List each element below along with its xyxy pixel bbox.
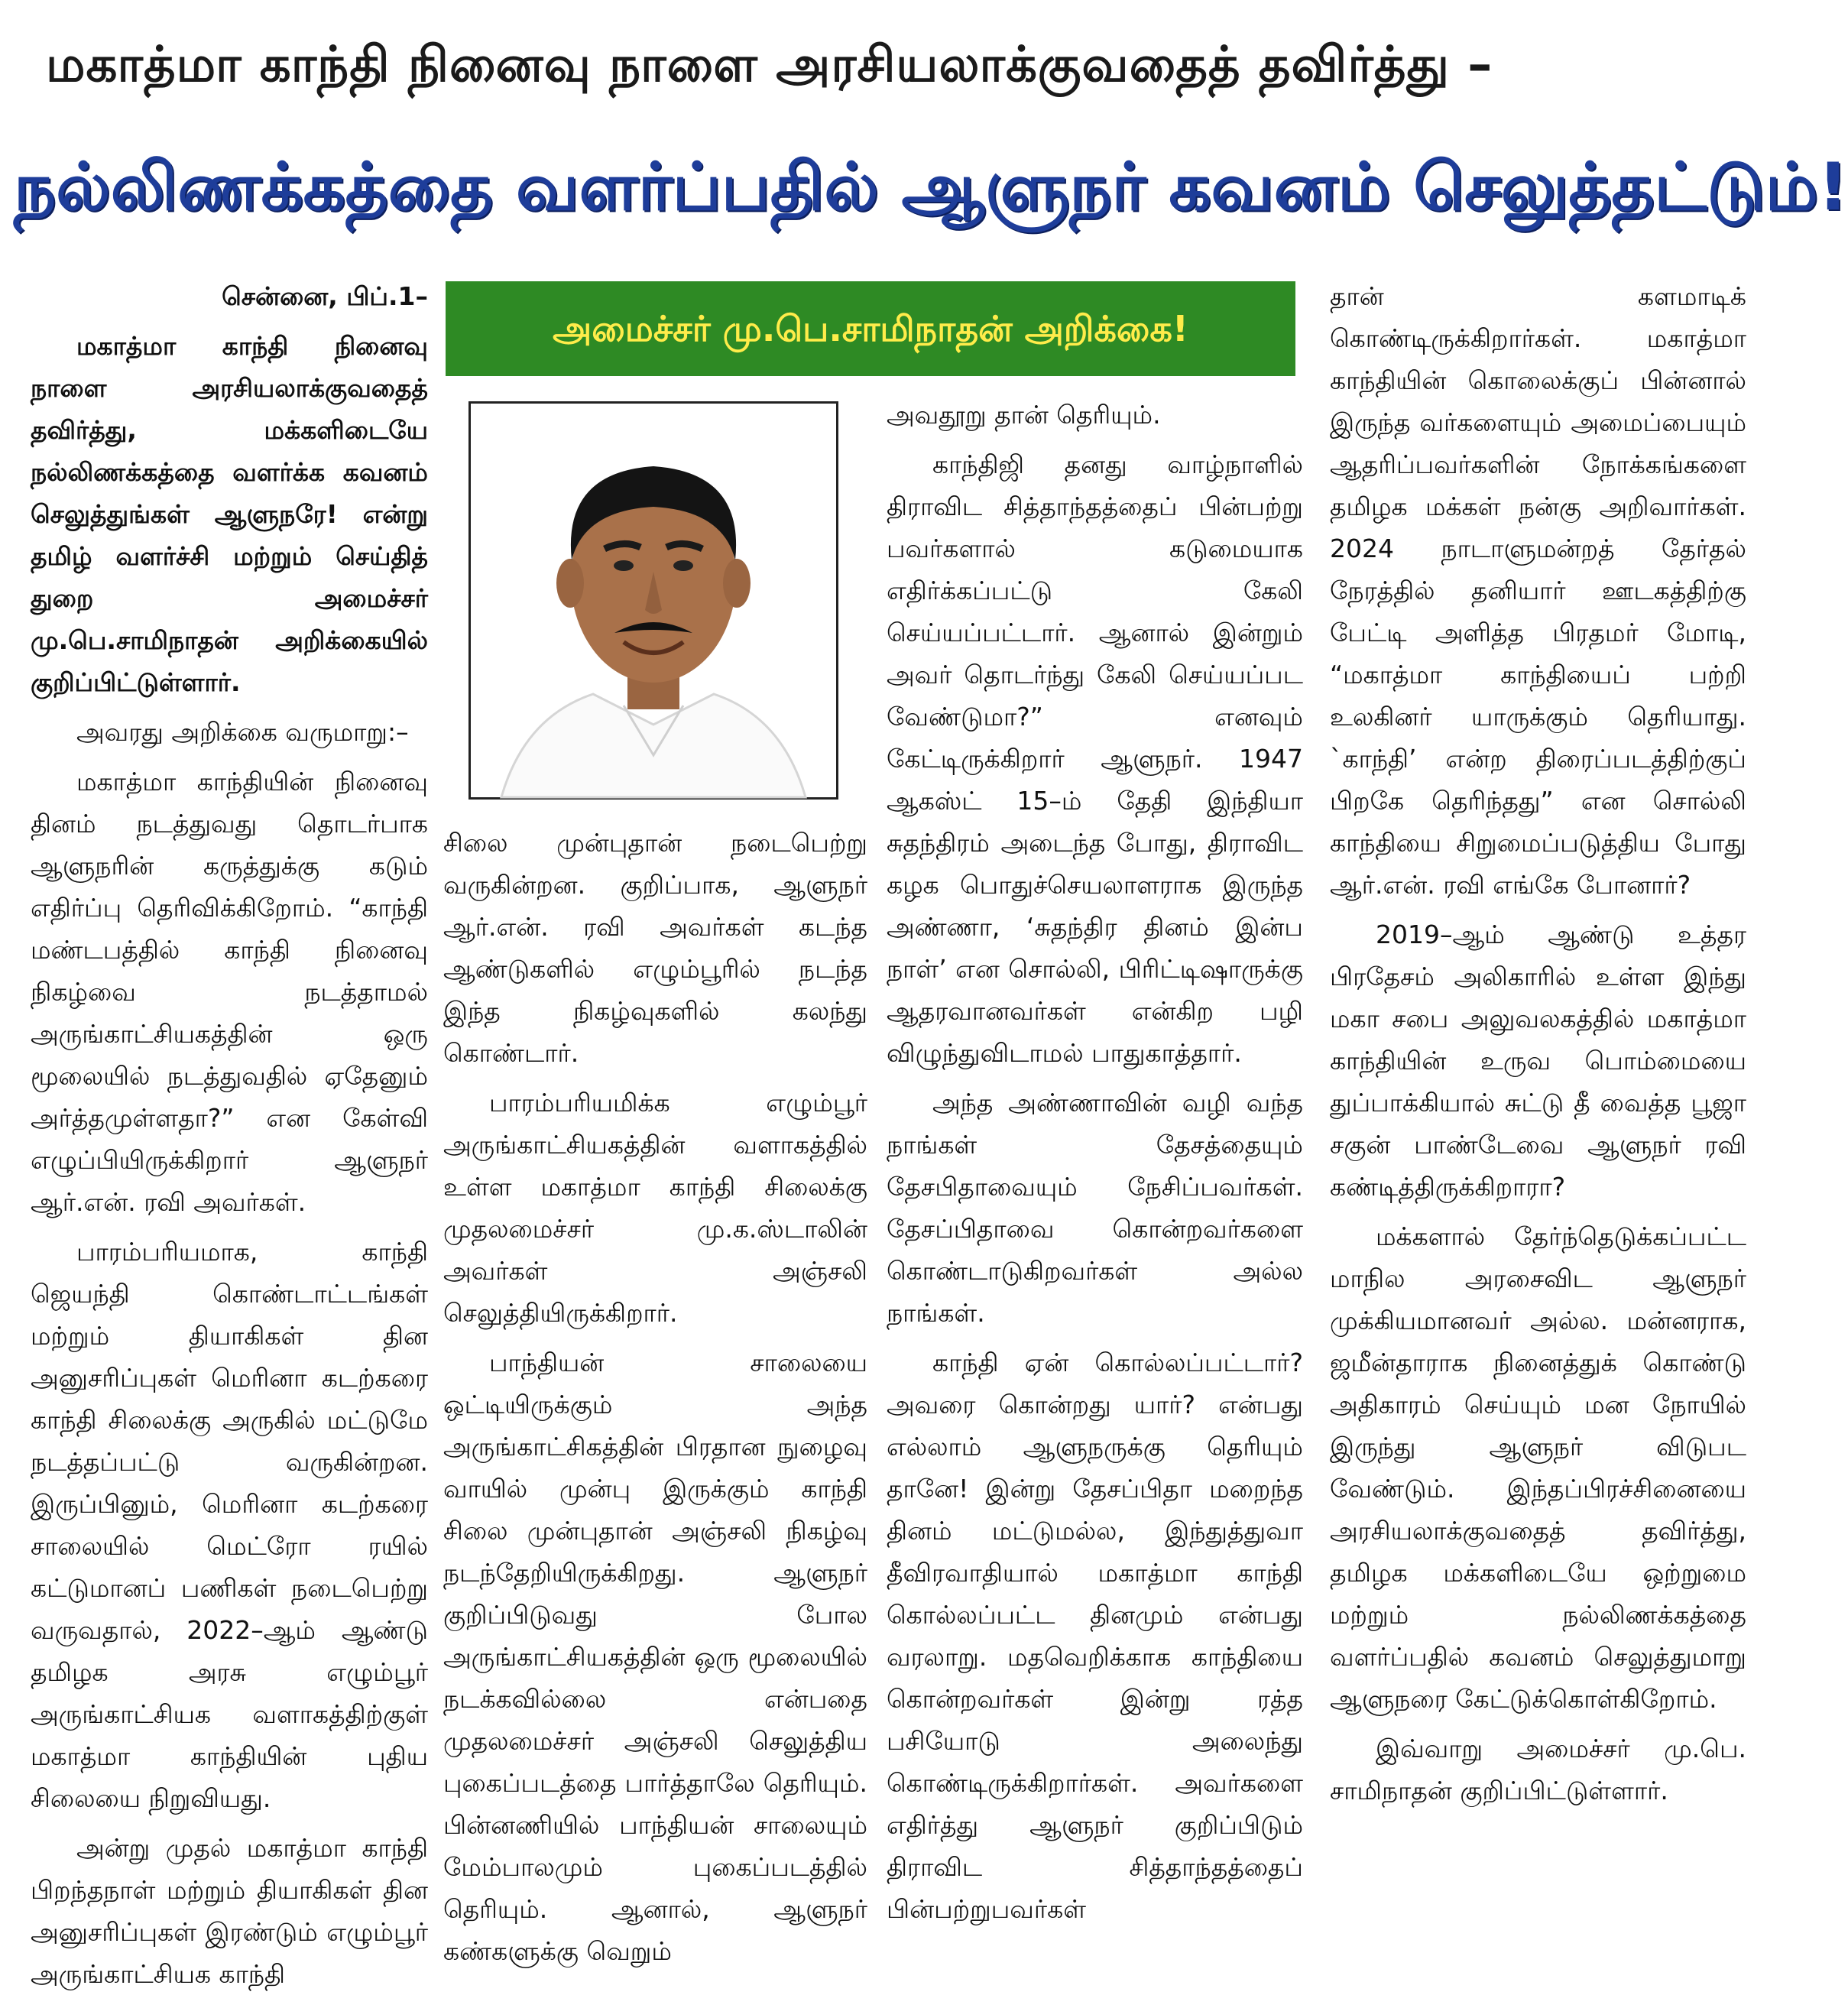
body-paragraph: சிலை முன்புதான் நடைபெற்று வருகின்றன. குறிப்பாக, ஆளுநர் ஆர்.என். ரவி அவர்கள் கடந்த ஆண்டுகளில் எழும்பூரில் நடந்த இந்த நிகழ்வுகளில் கலந்து கொண்டார். [443,828,867,1068]
kicker-headline: மகாத்மா காந்தி நினைவு நாளை அரசியலாக்குவதைத் தவிர்த்து – [46,37,1493,93]
body-paragraph: அந்த அண்ணாவின் வழி வந்த நாங்கள் தேசத்தையும் தேசபிதாவையும் நேசிப்பவர்கள். தேசப்பிதாவை கொன்றவர்களை கொண்டாடுகிறவர்கள் அல்ல நாங்கள். [887,1088,1303,1328]
dateline: சென்னை, பிப்.1– [222,281,428,311]
body-paragraph: மக்களால் தேர்ந்தெடுக்கப்பட்ட மாநில அரசைவிட ஆளுநர் முக்கியமானவர் அல்ல. மன்னராக, ஜமீன்தாராக நினைத்துக் கொண்டு அதிகாரம் செய்யும் மன நோயில் இருந்து ஆளுநர் விடுபட வேண்டும். இந்தப்பிரச்சினையை அரசியலாக்குவதைத் தவிர்த்து, தமிழக மக்களிடையே ஒற்றுமை மற்றும் நல்லிணக்கத்தை வளர்ப்பதில் கவனம் செலுத்துமாறு ஆளுநரை கேட்டுக்கொள்கிறோம். [1330,1221,1746,1714]
body-paragraph: அவதூறு தான் தெரியும். [887,400,1161,430]
body-paragraph: பாரம்பரியமிக்க எழும்பூர் அருங்காட்சியகத்தின் வளாகத்தில் உள்ள மகாத்மா காந்தி சிலைக்கு முதலமைச்சர் மு.க.ஸ்டாலின் அவர்கள் அஞ்சலி செலுத்தியிருக்கிறார். [443,1088,867,1328]
main-headline: நல்லிணக்கத்தை வளர்ப்பதில் ஆளுநர் கவனம் செலுத்தட்டும்! [14,149,1848,225]
article-column-3 [887,394,1303,1924]
body-paragraph: பாரம்பரியமாக, காந்தி ஜெயந்தி கொண்டாட்டங்கள் மற்றும் தியாகிகள் தின அனுசரிப்புகள் மெரினா கடற்கரை காந்தி சிலைக்கு அருகில் மட்டுமே நடத்தப்பட்டு வருகின்றன. இருப்பினும், மெரினா கடற்கரை சாலையில் மெட்ரோ ரயில் கட்டுமானப் பணிகள் நடைபெற்று வருவதால், 2022–ஆம் ஆண்டு தமிழக அரசு எழும்பூர் அருங்காட்சியக வளாகத்திற்குள் மகாத்மா காந்தியின் புதிய சிலையை நிறுவியது. [31,1237,428,1813]
article-column-1 [31,275,428,1989]
body-paragraph: 2019–ஆம் ஆண்டு உத்தர பிரதேசம் அலிகாரில் உள்ள இந்து மகா சபை அலுவலகத்தில் மகாத்மா காந்தியின் உருவ பொம்மையை துப்பாக்கியால் சுட்டு தீ வைத்த பூஜா சகுன் பாண்டேவை ஆளுநர் ரவி கண்டித்திருக்கிறாரா? [1330,920,1746,1202]
minister-photo [468,401,838,800]
body-paragraph: அவரது அறிக்கை வருமாறு:– [76,717,409,747]
body-paragraph: அன்று முதல் மகாத்மா காந்தி பிறந்தநாள் மற்றும் தியாகிகள் தின அனுசரிப்புகள் இரண்டும் எழும்பூர் அருங்காட்சியக காந்தி [31,1833,428,1989]
article-column-2 [443,822,867,1966]
lead-paragraph: மகாத்மா காந்தி நினைவு நாளை அரசியலாக்குவதைத் தவிர்த்து, மக்களிடையே நல்லிணக்கத்தை வளர்க்க கவனம் செலுத்துங்கள் ஆளுநரே! என்று தமிழ் வளர்ச்சி மற்றும் செய்தித் துறை அமைச்சர் மு.பெ.சாமிநாதன் அறிக்கையில் குறிப்பிட்டுள்ளார். [31,331,428,697]
body-paragraph: பாந்தியன் சாலையை ஒட்டியிருக்கும் அந்த அருங்காட்சிகத்தின் பிரதான நுழைவு வாயில் முன்பு இருக்கும் காந்தி சிலை முன்புதான் அஞ்சலி நிகழ்வு நடந்தேறியிருக்கிறது. ஆளுநர் குறிப்பிடுவது போல அருங்காட்சியகத்தின் ஒரு மூலையில் நடக்கவில்லை என்பதை முதலமைச்சர் அஞ்சலி செலுத்திய புகைப்படத்தை பார்த்தாலே தெரியும். பின்னணியில் பாந்தியன் சாலையும் மேம்பாலமும் புகைப்படத்தில் தெரியும். ஆனால், ஆளுநர் கண்களுக்கு வெறும் [443,1348,867,1966]
body-paragraph: காந்தி ஏன் கொல்லப்பட்டார்? அவரை கொன்றது யார்? என்பது எல்லாம் ஆளுநருக்கு தெரியும் தானே! இன்று தேசப்பிதா மறைந்த தினம் மட்டுமல்ல, இந்துத்துவா தீவிரவாதியால் மகாத்மா காந்தி கொல்லப்பட்ட தினமும் என்பது வரலாறு. மதவெறிக்காக காந்தியை கொன்றவர்கள் இன்று ரத்த பசியோடு அலைந்து கொண்டிருக்கிறார்கள். அவர்களை எதிர்த்து ஆளுநர் குறிப்பிடும் திராவிட சித்தாந்தத்தைப் பின்பற்றுபவர்கள் [887,1348,1303,1924]
body-paragraph: மகாத்மா காந்தியின் நினைவு தினம் நடத்துவது தொடர்பாக ஆளுநரின் கருத்துக்கு கடும் எதிர்ப்பு தெரிவிக்கிறோம். “காந்தி மண்டபத்தில் காந்தி நினைவு நிகழ்வை நடத்தாமல் அருங்காட்சியகத்தின் ஒரு மூலையில் நடத்துவதில் ஏதேனும் அர்த்தமுள்ளதா?” என கேள்வி எழுப்பியிருக்கிறார் ஆளுநர் ஆர்.என். ரவி அவர்கள். [31,767,428,1217]
body-paragraph: இவ்வாறு அமைச்சர் மு.பெ. சாமிநாதன் குறிப்பிட்டுள்ளார். [1330,1734,1746,1805]
minister-portrait-icon [471,404,836,797]
body-paragraph: காந்திஜி தனது வாழ்நாளில் திராவிட சித்தாந்தத்தைப் பின்பற்று பவர்களால் கடுமையாக எதிர்க்கப்பட்டு கேலி செய்யப்பட்டார். ஆனால் இன்றும் அவர் தொடர்ந்து கேலி செய்யப்பட வேண்டுமா?” எனவும் கேட்டிருக்கிறார் ஆளுநர். 1947 ஆகஸ்ட் 15–ம் தேதி இந்தியா சுதந்திரம் அடைந்த போது, திராவிட கழக பொதுச்செயலாளராக இருந்த அண்ணா, ‘சுதந்திர தினம் இன்ப நாள்’ என சொல்லி, பிரிட்டிஷாருக்கு ஆதரவானவர்கள் என்கிற பழி விழுந்துவிடாமல் பாதுகாத்தார். [887,449,1303,1068]
statement-banner: அமைச்சர் மு.பெ.சாமிநாதன் அறிக்கை! [446,281,1295,376]
body-paragraph: தான் களமாடிக் கொண்டிருக்கிறார்கள். மகாத்மா காந்தியின் கொலைக்குப் பின்னால் இருந்த வர்களையும் அமைப்பையும் ஆதரிப்பவர்களின் நோக்கங்களை தமிழக மக்கள் நன்கு அறிவார்கள். 2024 நாடாளுமன்றத் தேர்தல் நேரத்தில் தனியார் ஊடகத்திற்கு பேட்டி அளித்த பிரதமர் மோடி, “மகாத்மா காந்தியைப் பற்றி உலகினர் யாருக்கும் தெரியாது. `காந்தி’ என்ற திரைப்படத்திற்குப் பிறகே தெரிந்தது” என சொல்லி காந்தியை சிறுமைப்படுத்திய போது ஆர்.என். ரவி எங்கே போனார்? [1330,281,1746,900]
article-column-4 [1330,275,1746,1903]
